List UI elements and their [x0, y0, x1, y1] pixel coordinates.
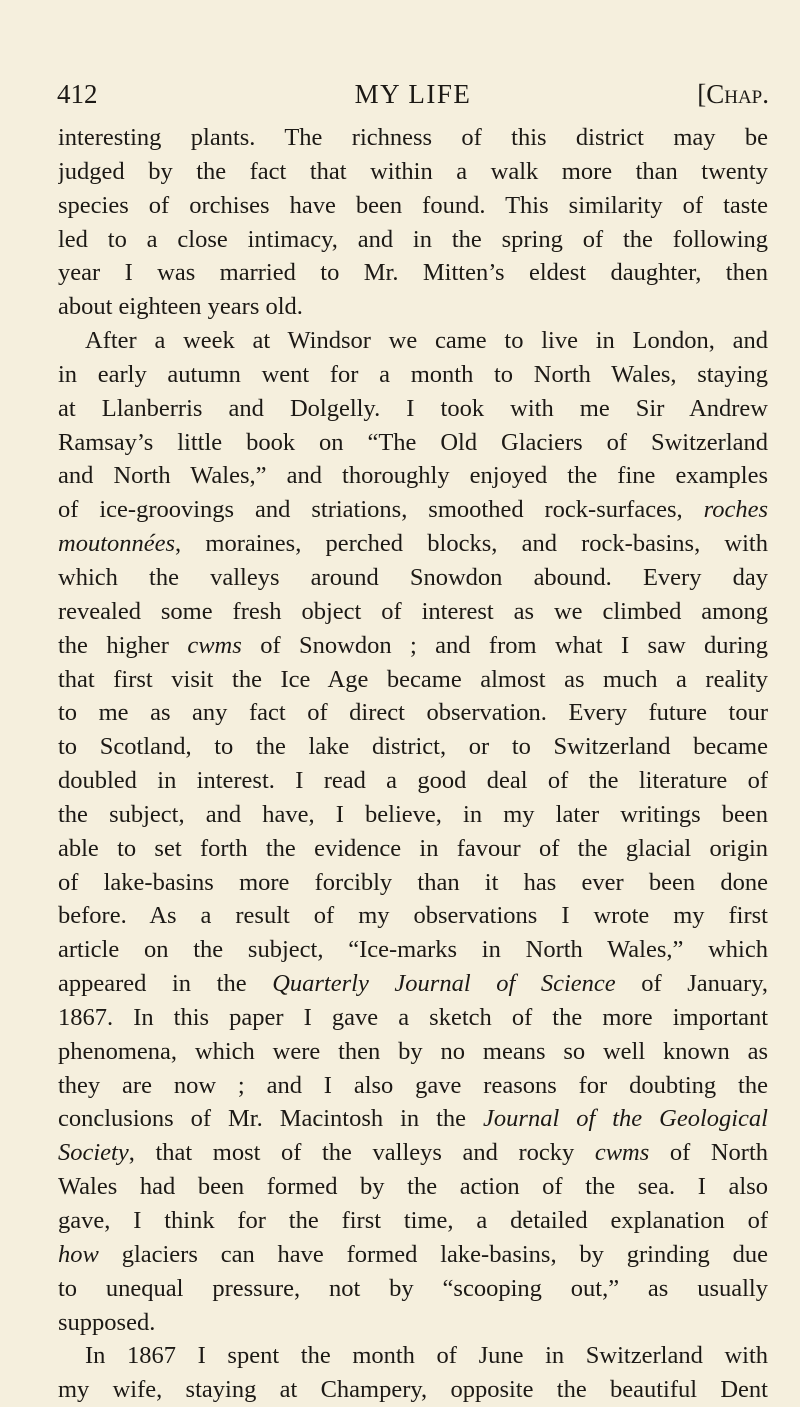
text-line: about eighteen years old.: [58, 293, 303, 321]
text-line: Society, that most of the valleys and rocky cwms of North: [58, 1139, 768, 1167]
italic-term: cwms: [594, 1139, 650, 1167]
text-line: and North Wales,” and thoroughly enjoyed the fine examples: [58, 462, 768, 490]
text-line: Ramsay’s little book on “The Old Glaciers of Switzerland: [58, 428, 768, 456]
page-number: 412: [57, 79, 98, 109]
italic-term: cwms: [187, 631, 242, 659]
text-line: Wales had been formed by the action of the sea. I also: [58, 1173, 768, 1201]
text-line: supposed.: [58, 1308, 156, 1336]
text-line: revealed some fresh object of interest as we climbed among: [58, 597, 768, 625]
body-text: [58, 121, 768, 1407]
text-line: to Scotland, to the lake district, or to Switzerland became: [58, 733, 768, 761]
italic-term: moutonnées: [58, 530, 176, 558]
text-line: to unequal pressure, not by “scooping out,” as usually: [58, 1274, 768, 1302]
text-line: article on the subject, “Ice-marks in North Wales,” which: [58, 936, 768, 964]
text-line: which the valleys around Snowdon abound. Every day: [58, 563, 768, 591]
text-line: led to a close intimacy, and in the spring of the following: [58, 225, 768, 253]
text-line: of lake-basins more forcibly than it has ever been done: [58, 868, 768, 896]
text-line: the higher cwms of Snowdon ; and from what I saw during: [58, 631, 768, 659]
text-line: to me as any fact of direct observation. Every future tour: [58, 699, 768, 727]
book-title: MY LIFE: [354, 79, 472, 109]
italic-term: Journal of the Geological: [483, 1105, 768, 1133]
text-line: they are now ; and I also gave reasons for doubting the: [58, 1071, 768, 1099]
italic-term: Quarterly Journal of Science: [272, 970, 616, 998]
text-line: before. As a result of my observations I wrote my first: [58, 902, 768, 930]
text-line: In 1867 I spent the month of June in Switzerland with: [85, 1342, 768, 1370]
text-line: in early autumn went for a month to North Wales, staying: [58, 360, 768, 388]
text-line: gave, I think for the first time, a detailed explanation of: [58, 1207, 768, 1234]
text-line: 1867. In this paper I gave a sketch of the more important: [58, 1003, 768, 1031]
chapter-label: [Chap.: [697, 79, 769, 109]
italic-term: how: [58, 1240, 99, 1268]
text-line: appeared in the Quarterly Journal of Science of January,: [58, 970, 768, 998]
text-line: phenomena, which were then by no means so well known as: [58, 1037, 768, 1065]
text-line: After a week at Windsor we came to live in London, and: [85, 327, 768, 355]
text-line: the subject, and have, I believe, in my later writings been: [58, 800, 768, 828]
text-line: of ice-groovings and striations, smoothed rock-surfaces, roches: [58, 496, 768, 524]
text-line: moutonnées, moraines, perched blocks, and rock-basins, with: [58, 530, 768, 558]
text-line: conclusions of Mr. Macintosh in the Journal of the Geological: [58, 1105, 768, 1133]
text-line: my wife, staying at Champery, opposite the beautiful Dent: [58, 1376, 768, 1404]
italic-term: Society: [58, 1139, 129, 1167]
text-line: judged by the fact that within a walk more than twenty: [58, 157, 768, 185]
text-line: able to set forth the evidence in favour of the glacial origin: [58, 834, 768, 862]
text-line: at Llanberris and Dolgelly. I took with me Sir Andrew: [58, 394, 768, 422]
italic-term: roches: [703, 496, 768, 524]
text-line: that first visit the Ice Age became almost as much a reality: [58, 665, 768, 693]
text-line: doubled in interest. I read a good deal of the literature of: [58, 767, 768, 795]
text-line: interesting plants. The richness of this district may be: [58, 124, 768, 151]
running-head: [57, 74, 769, 114]
text-line: species of orchises have been found. This similarity of taste: [58, 191, 768, 219]
text-line: how glaciers can have formed lake-basins, by grinding due: [58, 1240, 768, 1268]
text-line: year I was married to Mr. Mitten’s eldest daughter, then: [58, 259, 768, 287]
